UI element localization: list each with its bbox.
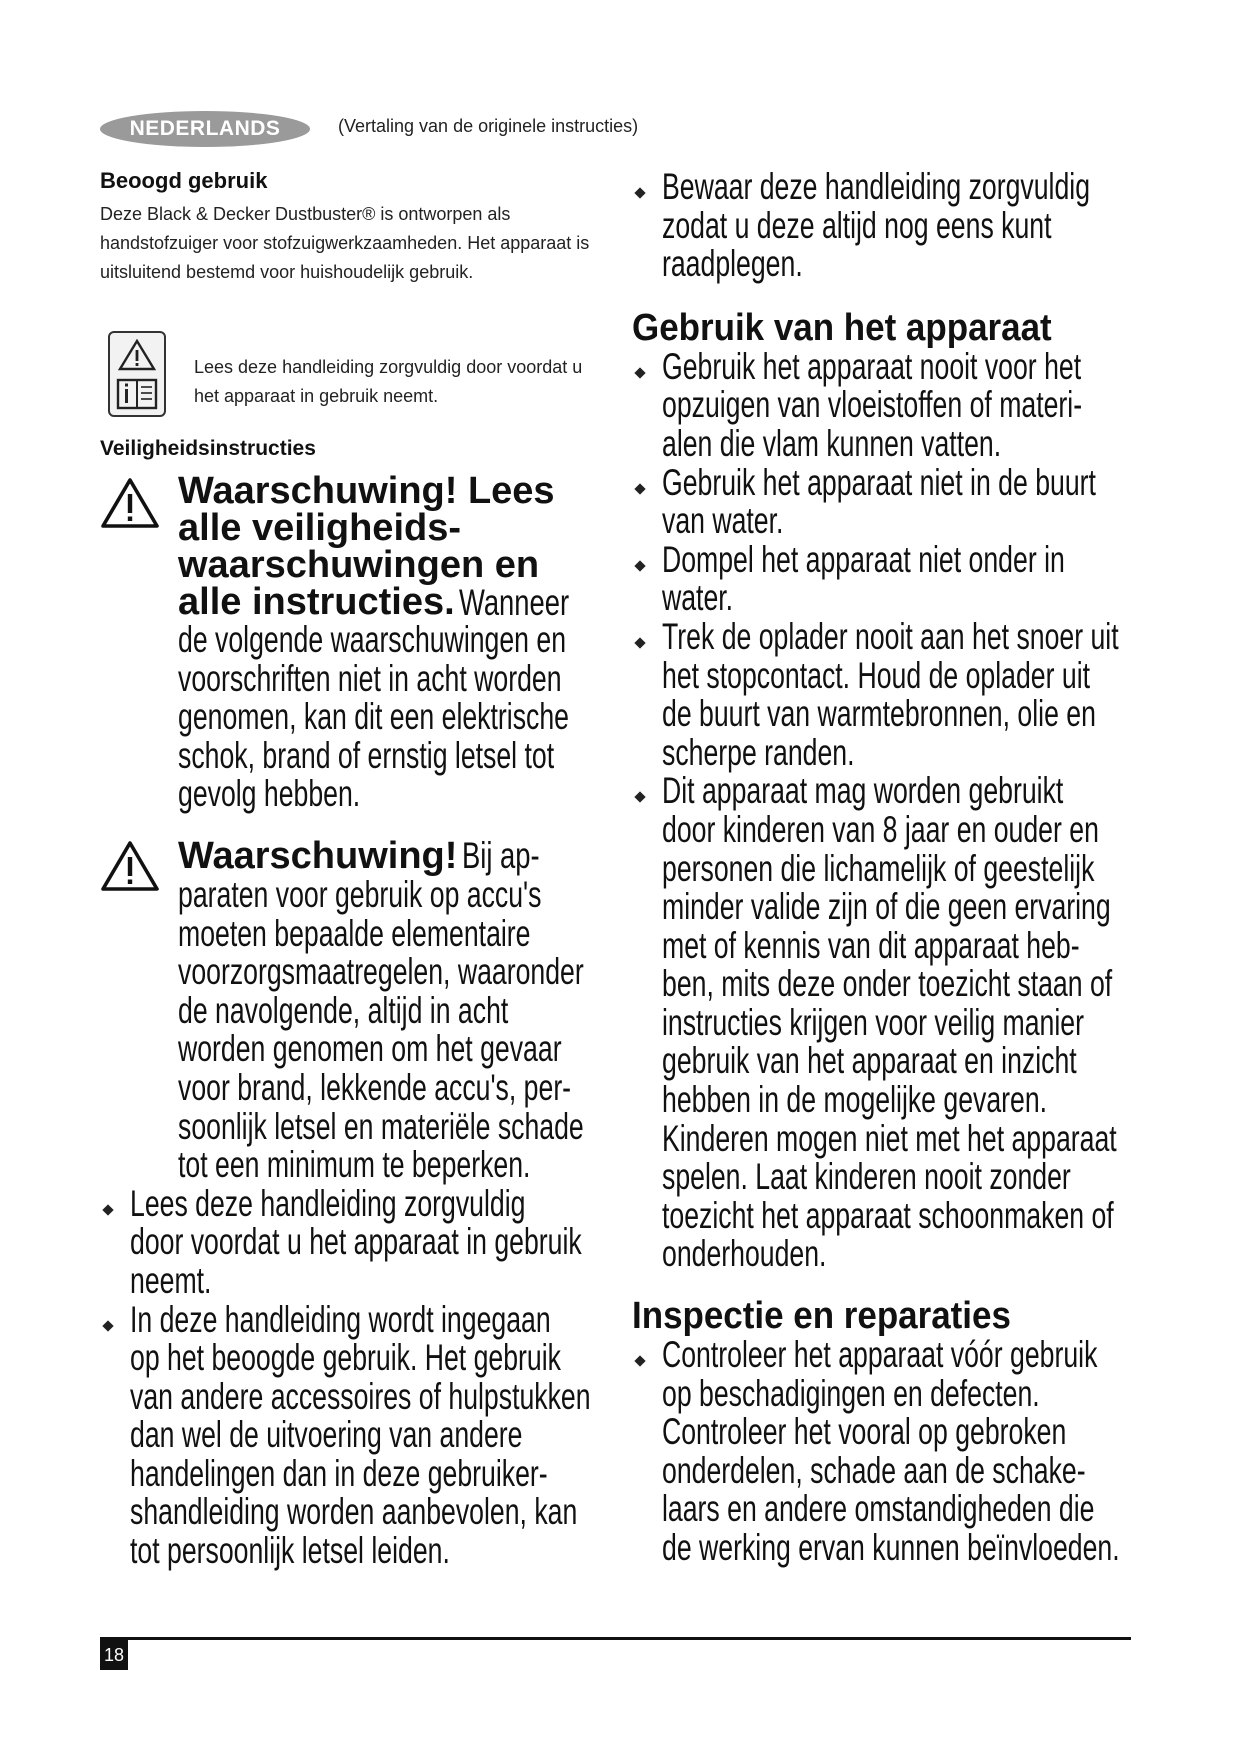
bullet-text-line: gebruik van het apparaat en inzicht <box>662 1040 1077 1082</box>
footer-rule <box>100 1637 1131 1640</box>
warning-text-line: soonlijk letsel en materiële schade <box>178 1105 584 1147</box>
list-item <box>632 772 1152 1274</box>
warning-triangle-icon <box>100 840 160 892</box>
bullet-text-line: door kinderen van 8 jaar en ouder en <box>662 808 1099 850</box>
bullet-text-line: handelingen dan in deze gebruiker- <box>130 1452 548 1494</box>
bullet-text-line: het stopcontact. Houd de oplader uit <box>662 654 1091 696</box>
text-line: Deze Black & Decker Dustbuster® is ontworpen als <box>100 204 511 224</box>
warning-mixed-line <box>178 581 620 623</box>
list-item <box>632 168 1152 284</box>
bullet-text-line: raadplegen. <box>662 243 803 285</box>
warning-title-line: alle veiligheids- <box>178 507 461 549</box>
bullet-text-line: personen die lichamelijk of geestelijk <box>662 847 1095 889</box>
warning-text-line: schok, brand of ernstig letsel tot <box>178 734 555 776</box>
usage-heading: Gebruik van het apparaat <box>632 306 1052 349</box>
bullet-text-line: laars en andere omstandigheden die <box>662 1488 1095 1530</box>
warning-text-line: voor brand, lekkende accu's, per- <box>178 1066 572 1108</box>
list-item <box>632 1336 1152 1568</box>
translation-note: (Vertaling van de originele instructies) <box>338 116 639 136</box>
list-item <box>100 1182 620 1301</box>
bullet-text-line: hebben in de mogelijke gevaren. <box>662 1079 1048 1121</box>
bullet-text-line: onderhouden. <box>662 1233 827 1275</box>
warning-general <box>100 470 620 815</box>
warning-battery <box>100 836 620 1185</box>
bullet-text-line: water. <box>662 577 734 619</box>
list-item <box>632 345 1152 464</box>
bullet-text-line: onderdelen, schade aan de schake- <box>662 1449 1086 1491</box>
list-item <box>632 615 1152 773</box>
bullet-text-line: ben, mits deze onder toezicht staan of <box>662 963 1113 1005</box>
bullet-text-line: op beschadigingen en defecten. <box>662 1372 1040 1414</box>
bullet-text-line: neemt. <box>130 1259 212 1301</box>
bullet-text-line: zodat u deze altijd nog eens kunt <box>662 204 1052 246</box>
bullet-text-line: Dompel het apparaat niet onder in <box>662 538 1065 580</box>
book-icon <box>116 377 158 411</box>
bullet-text-line: spelen. Laat kinderen nooit zonder <box>662 1156 1071 1198</box>
warning-title-line: alle instructies. <box>178 581 455 623</box>
warning-text-line: Bij ap- <box>461 834 540 876</box>
warning-text-line: tot een minimum te beperken. <box>178 1144 531 1186</box>
bullet-text-line: Kinderen mogen niet met het apparaat <box>662 1117 1117 1159</box>
warning-text-line: de navolgende, altijd in acht <box>178 989 509 1031</box>
bullet-text-line: de werking ervan kunnen beïnvloeden. <box>662 1527 1120 1568</box>
manual-notice-text <box>194 353 614 411</box>
warning-text-line: Wanneer <box>459 582 570 623</box>
bullet-text-line: shandleiding worden aanbevolen, kan <box>130 1491 578 1533</box>
list-item <box>632 538 1152 619</box>
bullet-text-line: Controleer het vooral op gebroken <box>662 1411 1067 1453</box>
warning-title-line: Waarschuwing! <box>178 834 458 877</box>
text-line: het apparaat in gebruik neemt. <box>194 386 439 406</box>
bullet-text-line: scherpe randen. <box>662 731 855 773</box>
warning-text-line: paraten voor gebruik op accu's <box>178 873 542 915</box>
warning-text-line: moeten bepaalde elementaire <box>178 912 531 954</box>
warning-title-line: waarschuwingen en <box>178 544 540 586</box>
intended-use-text <box>100 200 620 287</box>
bullet-text-line: van water. <box>662 500 784 542</box>
bullet-text-line: Trek de oplader nooit aan het snoer uit <box>662 615 1119 657</box>
intended-use-heading: Beoogd gebruik <box>100 168 268 193</box>
bullet-text-line: toezicht het apparaat schoonmaken of <box>662 1194 1114 1236</box>
bullet-text-line: met of kennis van dit apparaat heb- <box>662 924 1080 966</box>
bullet-text-line: tot persoonlijk letsel leiden. <box>130 1530 450 1572</box>
inspection-bullet-list <box>632 1336 1152 1568</box>
usage-bullet-list <box>632 345 1152 1275</box>
warning-triangle-icon <box>118 339 156 371</box>
warning-text-line: voorzorgsmaatregelen, waaronder <box>178 951 584 993</box>
bullet-text-line: instructies krijgen voor veilig manier <box>662 1001 1084 1043</box>
bullet-text-line: Gebruik het apparaat nooit voor het <box>662 345 1082 387</box>
warning-triangle-icon <box>100 477 160 529</box>
inspection-heading: Inspectie en reparaties <box>632 1295 1011 1338</box>
bullet-text-line: alen die vlam kunnen vatten. <box>662 422 1002 464</box>
bullet-text-line: de buurt van warmtebronnen, olie en <box>662 693 1096 735</box>
page-number: 18 <box>100 1640 128 1670</box>
bullet-text-line: dan wel de uitvoering van andere <box>130 1414 523 1456</box>
bullet-text-line: door voordat u het apparaat in gebruik <box>130 1221 582 1263</box>
language-tab: NEDERLANDS <box>100 111 310 147</box>
bullet-text-line: In deze handleiding wordt ingegaan <box>130 1298 551 1340</box>
text-line: handstofzuiger voor stofzuigwerkzaamheden. Het apparaat is <box>100 233 590 253</box>
safety-heading: Veiligheidsinstructies <box>100 437 316 460</box>
bullet-text-line: Gebruik het apparaat niet in de buurt <box>662 461 1096 503</box>
list-item <box>100 1298 620 1572</box>
right-column <box>632 168 1152 1568</box>
text-line: Lees deze handleiding zorgvuldig door voordat u <box>194 357 583 377</box>
bullet-text-line: Dit apparaat mag worden gebruikt <box>662 770 1064 812</box>
warning-text-line: voorschriften niet in acht worden <box>178 657 562 699</box>
manual-notice <box>100 331 620 427</box>
bullet-text-line: minder valide zijn of die geen ervaring <box>662 886 1111 928</box>
text-line: uitsluitend bestemd voor huishoudelijk gebruik. <box>100 262 474 282</box>
warning-text-line: genomen, kan dit een elektrische <box>178 696 569 738</box>
warning-text-line: de volgende waarschuwingen en <box>178 619 567 660</box>
warning-text-line: gevolg hebben. <box>178 773 361 815</box>
read-manual-icon <box>108 331 166 417</box>
left-column <box>100 168 620 1571</box>
keep-manual-list <box>632 168 1152 284</box>
bullet-text-line: Controleer het apparaat vóór gebruik <box>662 1334 1098 1376</box>
bullet-text-line: van andere accessoires of hulpstukken <box>130 1375 591 1417</box>
safety-bullet-list <box>100 1182 620 1572</box>
bullet-text-line: Bewaar deze handleiding zorgvuldig <box>662 166 1091 207</box>
warning-mixed-line <box>178 836 620 876</box>
bullet-text-line: op het beoogde gebruik. Het gebruik <box>130 1337 561 1379</box>
bullet-text-line: opzuigen van vloeistoffen of materi- <box>662 384 1083 426</box>
list-item <box>632 461 1152 542</box>
bullet-text-line: Lees deze handleiding zorgvuldig <box>130 1182 526 1224</box>
warning-title-line: Waarschuwing! Lees <box>178 470 555 512</box>
warning-text-line: worden genomen om het gevaar <box>178 1028 562 1070</box>
